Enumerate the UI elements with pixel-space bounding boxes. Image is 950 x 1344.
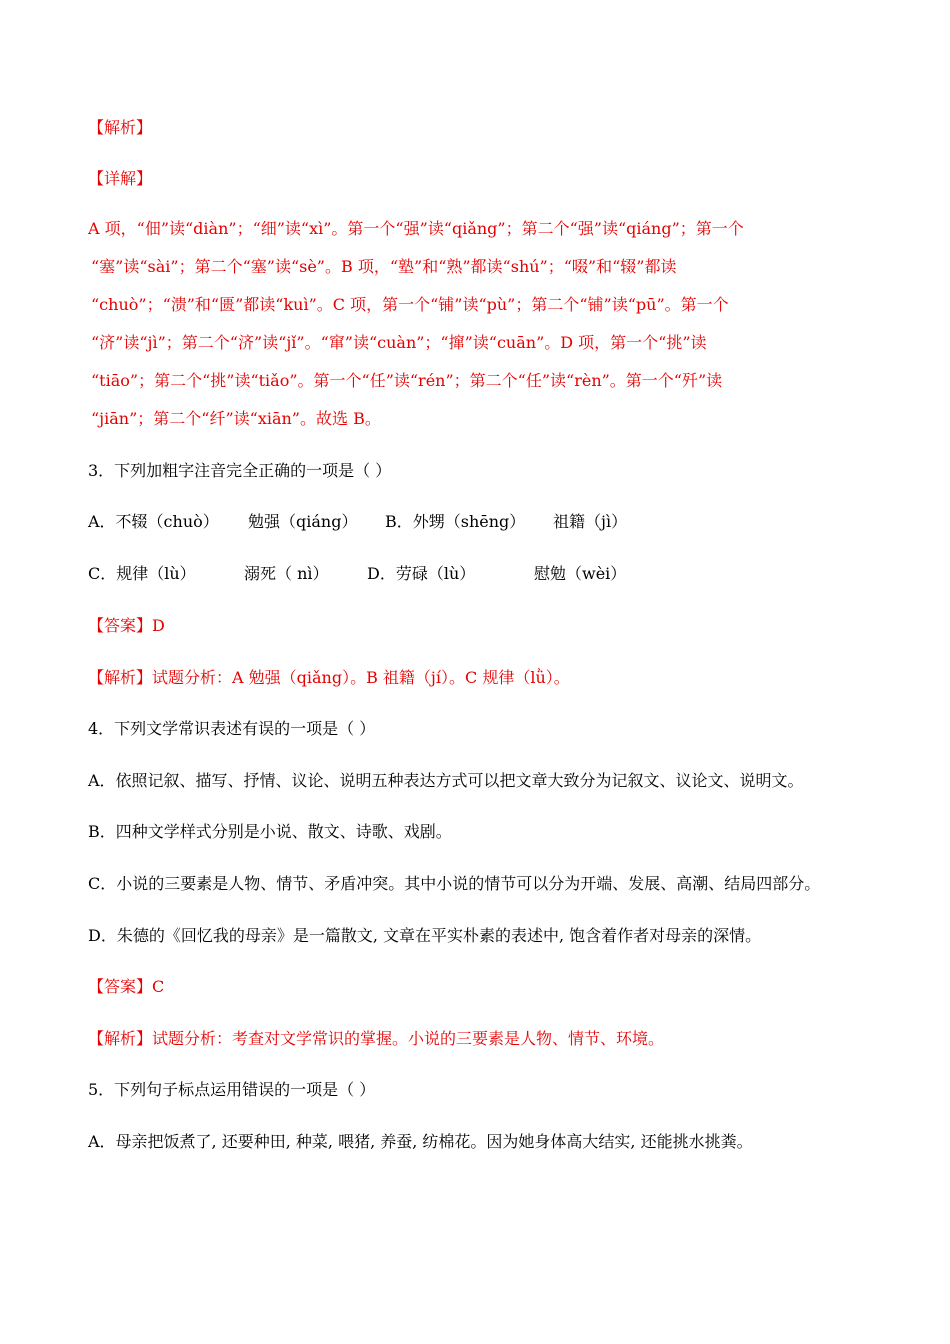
q5-option: A．母亲把饭煮了, 还要种田, 种菜, 喂猪, 养蚕, 纺棉花。因为她身体高大结实, 还能挑水挑粪。	[88, 1132, 753, 1151]
q3-option: 祖籍（jì）	[553, 512, 628, 531]
q4-option: A．依照记叙、描写、抒情、议论、说明五种表达方式可以把文章大致分为记叙文、议论文、说明文。	[88, 771, 804, 790]
q3-option: D．劳碌（lù）	[367, 564, 476, 583]
q4-option: D．朱德的《回忆我的母亲》是一篇散文, 文章在平实朴素的表述中, 饱含着作者对母亲的深情。	[88, 926, 762, 945]
q3-option: 溺死（ nì）	[244, 564, 329, 583]
q3-option: 慰勉（wèi）	[534, 564, 627, 583]
detail-line: A 项，“佃”读“diàn”；“细”读“xì”。第一个“强”读“qiǎng”；第二个“强”读“qiáng”；第一个	[88, 219, 744, 238]
q3-analysis: 【解析】试题分析：A 勉强（qiǎng）。B 祖籍（jí）。C 规律（lǜ）。	[88, 668, 570, 687]
q3-option: 勉强（qiáng）	[248, 512, 358, 531]
xiangjie-heading: 【详解】	[88, 169, 153, 188]
question-3: 3．下列加粗字注音完全正确的一项是（ ）	[88, 461, 392, 480]
jiexi-heading: 【解析】	[88, 118, 153, 137]
detail-line: “tiāo”；第二个“挑”读“tiǎo”。第一个“任”读“rén”；第二个“任”读“rèn”。第一个“歼”读	[91, 371, 723, 390]
detail-line: “济”读“jì”；第二个“济”读“jǐ”。“窜”读“cuàn”；“撺”读“cuān”。D 项，第一个“挑”读	[91, 333, 707, 352]
q4-option: B．四种文学样式分别是小说、散文、诗歌、戏剧。	[88, 822, 452, 841]
q3-option: A．不辍（chuò）	[88, 512, 219, 531]
question-4: 4．下列文学常识表述有误的一项是（ ）	[88, 719, 376, 738]
detail-line: “jiān”；第二个“纤”读“xiān”。故选 B。	[91, 409, 381, 428]
question-5: 5．下列句子标点运用错误的一项是（ ）	[88, 1080, 376, 1099]
detail-line: “chuò”；“溃”和“匮”都读“kuì”。C 项，第一个“铺”读“pù”；第二个“铺”读“pū”。第一个	[91, 295, 729, 314]
q3-option: B．外甥（shēng）	[385, 512, 526, 531]
q4-option: C．小说的三要素是人物、情节、矛盾冲突。其中小说的情节可以分为开端、发展、高潮、结局四部分。	[88, 874, 821, 893]
q3-option: C．规律（lù）	[88, 564, 196, 583]
q4-answer: 【答案】C	[88, 977, 165, 996]
detail-line: “塞”读“sài”；第二个“塞”读“sè”。B 项，“塾”和“熟”都读“shú”；“啜”和“辍”都读	[91, 257, 677, 276]
q3-answer: 【答案】D	[88, 616, 165, 635]
q4-analysis: 【解析】试题分析：考查对文学常识的掌握。小说的三要素是人物、情节、环境。	[88, 1029, 665, 1048]
